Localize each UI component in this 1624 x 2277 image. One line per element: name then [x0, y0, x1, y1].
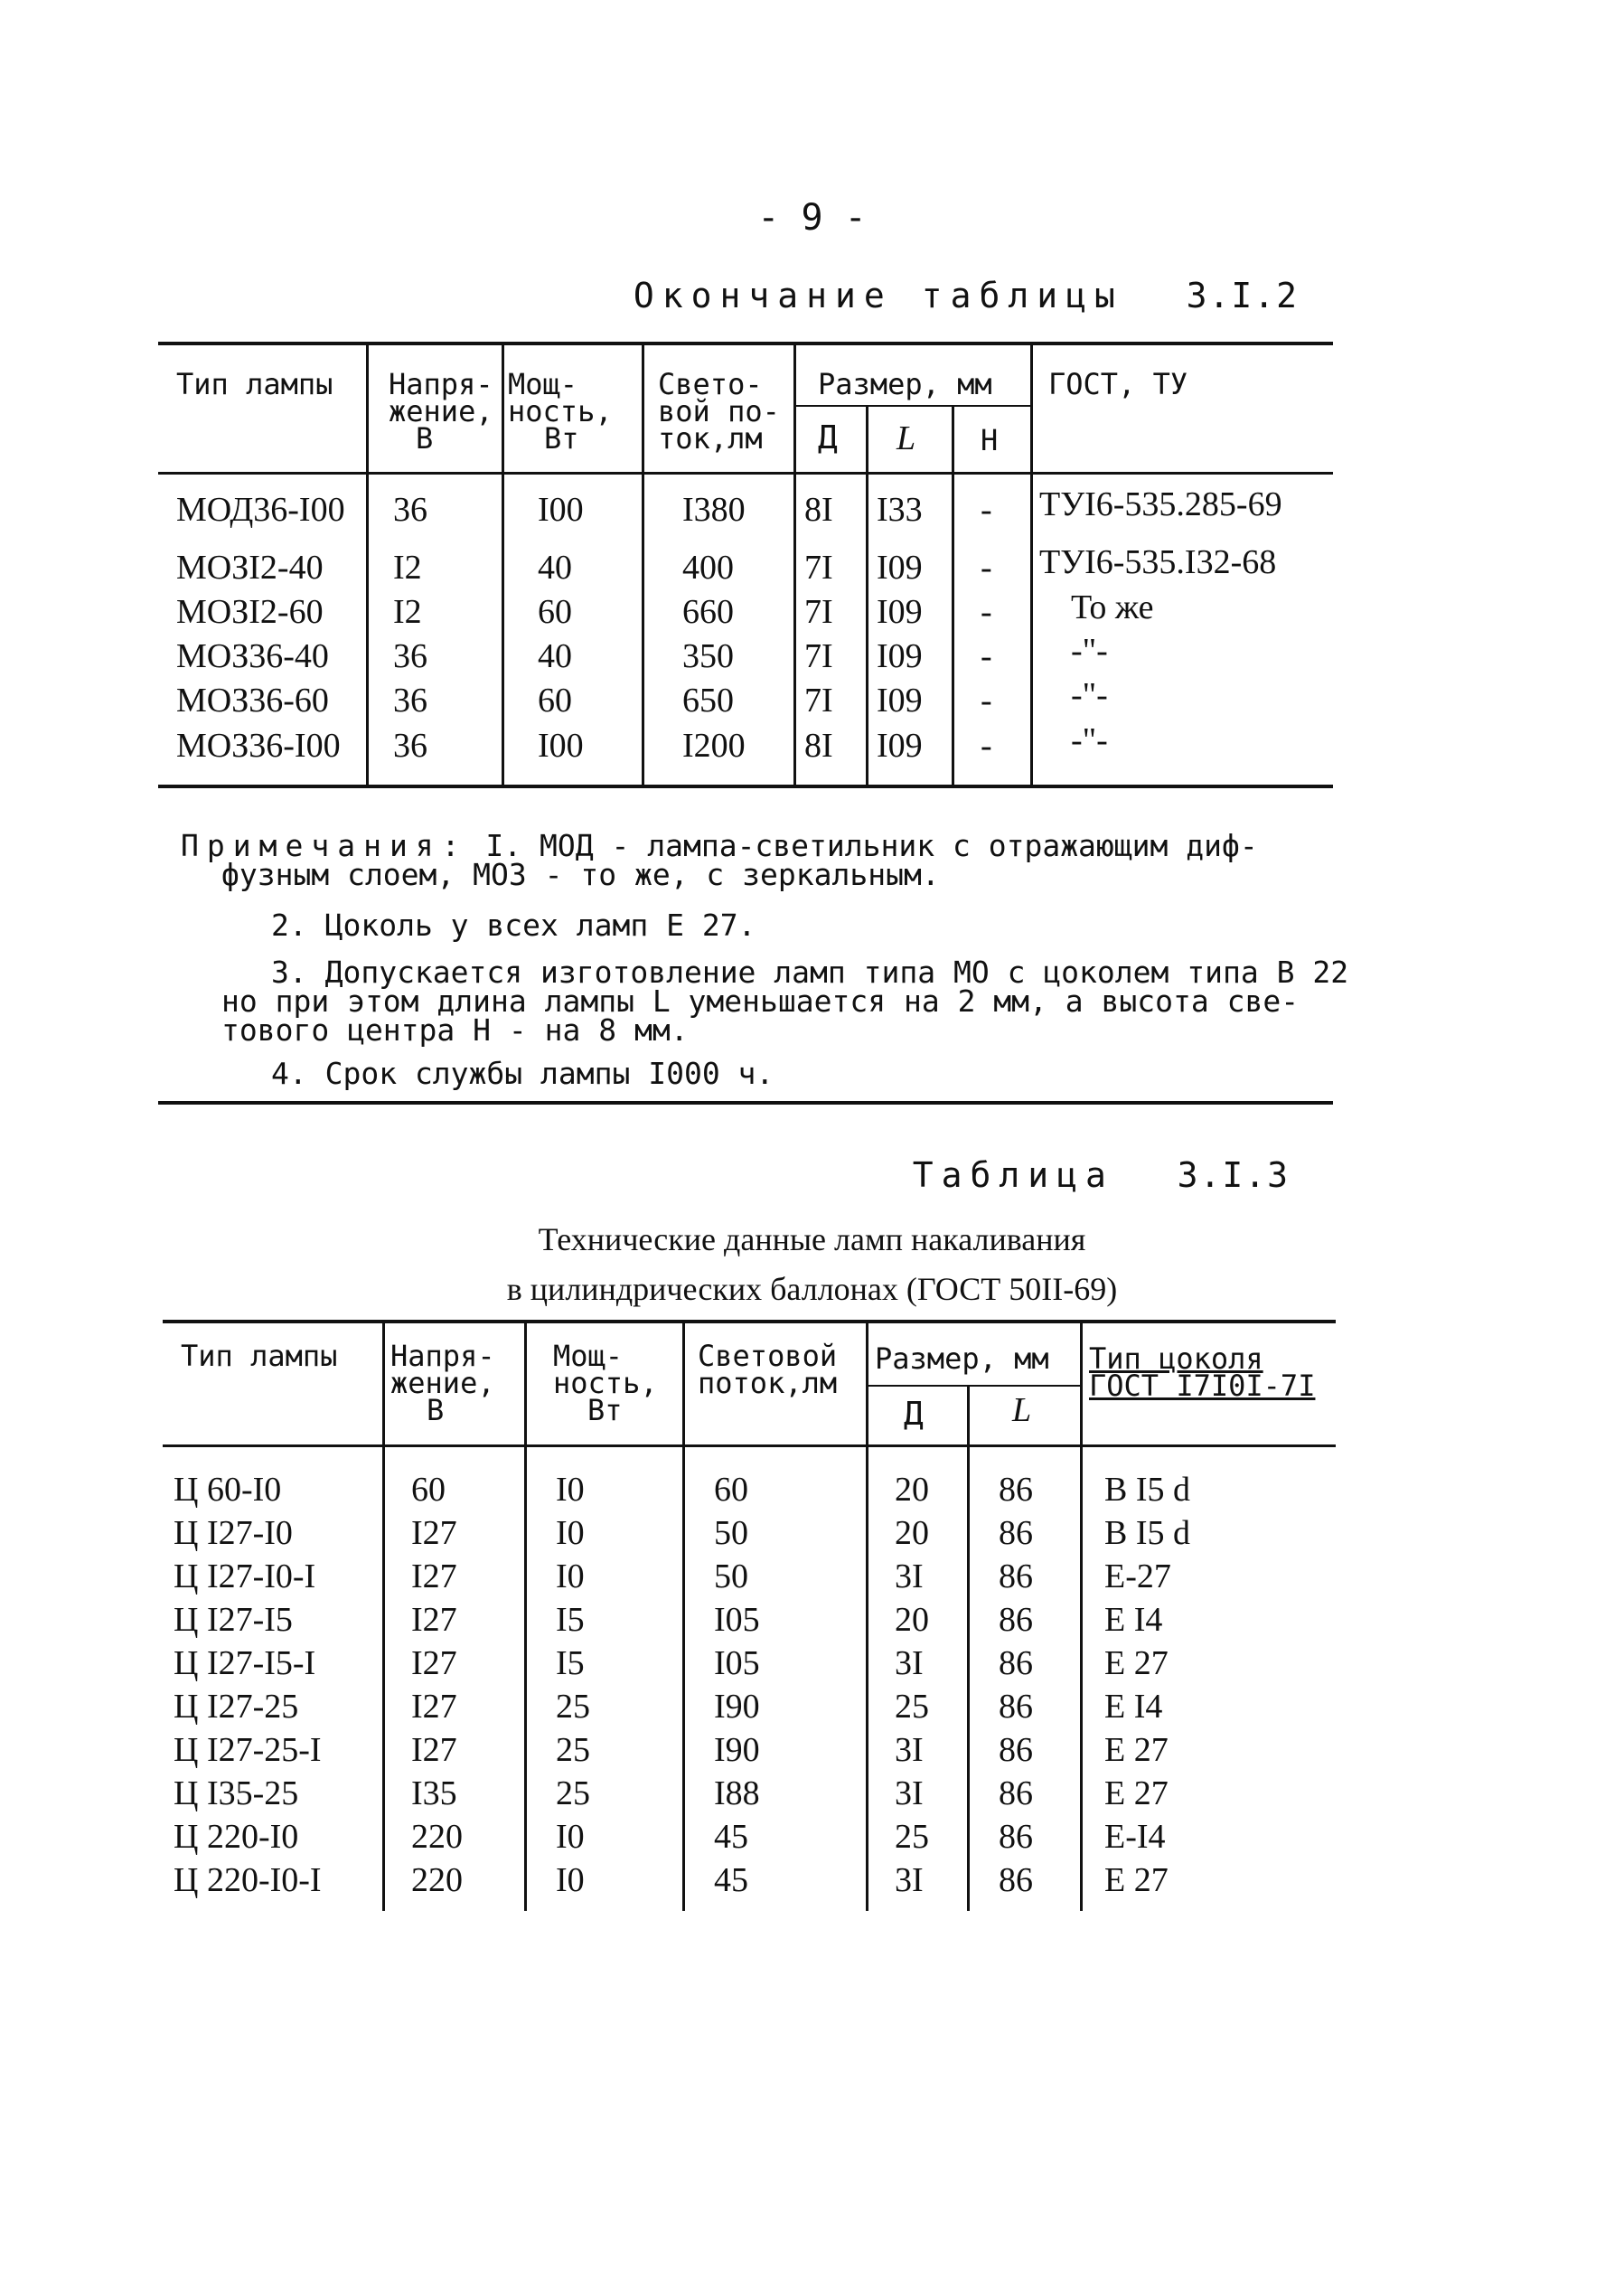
- cell-flux: I380: [682, 491, 746, 529]
- header-line: Мощ-: [553, 1339, 624, 1373]
- table1-caption-words: Окончание таблицы: [633, 276, 1123, 315]
- header-line: Тип цоколя: [1089, 1341, 1263, 1376]
- cell-flux: I88: [714, 1774, 760, 1812]
- cell-h: -: [981, 491, 992, 529]
- cell-l: I33: [877, 491, 923, 529]
- cell-d: 25: [895, 1818, 929, 1856]
- cell-d: 7I: [804, 682, 833, 720]
- cell-power: 25: [556, 1731, 590, 1769]
- table1-col-rule: [1030, 343, 1033, 786]
- cell-type: Ц I27-I5: [174, 1601, 293, 1639]
- cell-flux: 400: [682, 549, 734, 587]
- table2-header-type: Тип лампы: [181, 1339, 338, 1373]
- cell-gost: ТУI6-535.285-69: [1039, 485, 1282, 523]
- cell-voltage: 220: [411, 1861, 463, 1899]
- table1-col-rule: [366, 343, 369, 786]
- cell-h: -: [981, 637, 992, 675]
- cell-base: В I5 d: [1104, 1514, 1190, 1552]
- table1-caption-number: 3.I.2: [1186, 276, 1299, 315]
- cell-flux: I05: [714, 1601, 760, 1639]
- cell-d: 25: [895, 1688, 929, 1726]
- cell-d: 7I: [804, 593, 833, 631]
- table2-title-line1: Технические данные ламп накаливания: [538, 1221, 1086, 1257]
- cell-voltage: I27: [411, 1644, 457, 1682]
- table1-header-rule: [158, 472, 1333, 475]
- table2-header-size: Размер, мм: [875, 1341, 1049, 1376]
- cell-flux: 660: [682, 593, 734, 631]
- table1-header-type: Тип лампы: [176, 367, 333, 401]
- table2-caption-words: Таблица: [912, 1155, 1114, 1195]
- cell-type: Ц I35-25: [174, 1774, 299, 1812]
- cell-d: 3I: [895, 1644, 924, 1682]
- cell-d: 20: [895, 1471, 929, 1509]
- table2-title-line2: в цилиндрических баллонах (ГОСТ 50II-69): [506, 1271, 1118, 1307]
- cell-l: I09: [877, 549, 923, 587]
- cell-type: Ц I27-I0: [174, 1514, 293, 1552]
- note-2: 2. Цоколь у всех ламп Е 27.: [271, 908, 756, 943]
- table1-header-flux: [658, 367, 780, 456]
- cell-type: МОЗ36-40: [176, 637, 329, 675]
- cell-h: -: [981, 682, 992, 720]
- table1-header-size: Размер, мм: [818, 367, 992, 401]
- cell-d: 7I: [804, 549, 833, 587]
- cell-voltage: 36: [393, 727, 427, 765]
- header-line: ность,: [508, 394, 613, 428]
- header-line: Световой: [698, 1339, 838, 1373]
- cell-power: I00: [538, 491, 584, 529]
- cell-d: 7I: [804, 637, 833, 675]
- note-1b: фузным слоем, МОЗ - то же, с зеркальным.: [221, 857, 940, 892]
- cell-d: 20: [895, 1514, 929, 1552]
- cell-power: 25: [556, 1688, 590, 1726]
- table1-header-power: [508, 367, 613, 456]
- cell-flux: 350: [682, 637, 734, 675]
- cell-flux: I90: [714, 1731, 760, 1769]
- cell-flux: I200: [682, 727, 746, 765]
- cell-d: 20: [895, 1601, 929, 1639]
- cell-power: 40: [538, 637, 572, 675]
- header-line: Мощ-: [508, 367, 578, 401]
- cell-l: 86: [999, 1731, 1033, 1769]
- cell-type: МОЗ36-60: [176, 682, 329, 720]
- cell-power: I0: [556, 1514, 585, 1552]
- cell-base: Е 27: [1104, 1731, 1169, 1769]
- header-line: ГОСТ I7I0I-7I: [1089, 1369, 1316, 1403]
- header-line: поток,лм: [698, 1366, 838, 1400]
- header-line: вой по-: [658, 394, 780, 428]
- cell-voltage: I27: [411, 1688, 457, 1726]
- table2-header-size-l: L: [1012, 1391, 1032, 1429]
- table1-col-rule: [793, 343, 796, 786]
- cell-power: 60: [538, 593, 572, 631]
- cell-voltage: I27: [411, 1514, 457, 1552]
- cell-l: I09: [877, 637, 923, 675]
- note-1a-text: I. МОД - лампа-светильник с отражающим диф-: [485, 828, 1258, 863]
- cell-power: I0: [556, 1471, 585, 1509]
- cell-power: I0: [556, 1818, 585, 1856]
- cell-gost: -"-: [1071, 632, 1108, 670]
- cell-flux: 650: [682, 682, 734, 720]
- note-4: 4. Срок службы лампы I000 ч.: [271, 1056, 774, 1091]
- cell-type: Ц 220-I0: [174, 1818, 299, 1856]
- cell-power: I0: [556, 1557, 585, 1595]
- table2-header-power: [553, 1339, 658, 1427]
- table1-header-gost: ГОСТ, ТУ: [1048, 367, 1188, 401]
- table2-top-rule: [163, 1320, 1336, 1323]
- table2-header-voltage: [390, 1339, 495, 1427]
- cell-power: 60: [538, 682, 572, 720]
- cell-d: 8I: [804, 727, 833, 765]
- cell-gost: То же: [1071, 588, 1154, 626]
- cell-l: I09: [877, 593, 923, 631]
- table2-header-rule: [163, 1444, 1336, 1447]
- cell-l: 86: [999, 1557, 1033, 1595]
- table1-header-size-l: L: [896, 419, 916, 457]
- header-line: ток,лм: [658, 421, 763, 456]
- table2-caption: [913, 1155, 1290, 1195]
- header-line: Свето-: [658, 367, 763, 401]
- table1-col-rule: [866, 407, 868, 786]
- cell-voltage: 60: [411, 1471, 446, 1509]
- cell-flux: 50: [714, 1514, 748, 1552]
- cell-voltage: I27: [411, 1731, 457, 1769]
- cell-flux: I90: [714, 1688, 760, 1726]
- cell-base: Е 27: [1104, 1774, 1169, 1812]
- table2-size-rule: [866, 1385, 1083, 1387]
- table2-header-base: [1089, 1341, 1316, 1403]
- cell-base: Е-27: [1104, 1557, 1171, 1595]
- cell-voltage: I27: [411, 1601, 457, 1639]
- cell-base: Е I4: [1104, 1688, 1163, 1726]
- table1-caption: [634, 276, 1299, 315]
- header-line: Вт: [544, 421, 579, 456]
- cell-flux: 50: [714, 1557, 748, 1595]
- cell-l: 86: [999, 1601, 1033, 1639]
- cell-type: МОД36-I00: [176, 491, 345, 529]
- cell-type: МОЗI2-40: [176, 549, 324, 587]
- cell-d: 3I: [895, 1731, 924, 1769]
- cell-voltage: 36: [393, 637, 427, 675]
- note-3a: 3. Допускается изготовление ламп типа МО с цоколем типа В 22: [271, 955, 1349, 990]
- cell-flux: 45: [714, 1861, 748, 1899]
- header-line: жение,: [389, 394, 493, 428]
- cell-l: 86: [999, 1514, 1033, 1552]
- cell-voltage: 36: [393, 682, 427, 720]
- cell-l: 86: [999, 1774, 1033, 1812]
- header-line: В: [416, 421, 434, 456]
- table2-col-rule: [1080, 1322, 1083, 1911]
- cell-type: Ц I27-I5-I: [174, 1644, 316, 1682]
- cell-voltage: I2: [393, 593, 422, 631]
- cell-voltage: 36: [393, 491, 427, 529]
- table2-header-flux: [698, 1339, 838, 1400]
- cell-type: Ц I27-25-I: [174, 1731, 322, 1769]
- cell-type: МОЗI2-60: [176, 593, 324, 631]
- header-line: В: [427, 1393, 445, 1427]
- table1-top-rule: [158, 342, 1333, 345]
- cell-d: 3I: [895, 1861, 924, 1899]
- table1-col-rule: [952, 407, 954, 786]
- cell-power: I00: [538, 727, 584, 765]
- cell-gost: -"-: [1071, 676, 1108, 714]
- table1-bottom-rule: [158, 785, 1333, 788]
- table2-caption-number: 3.I.3: [1177, 1155, 1290, 1195]
- cell-voltage: I35: [411, 1774, 457, 1812]
- cell-power: I5: [556, 1644, 585, 1682]
- table1-header-voltage: [389, 367, 493, 456]
- table2-col-rule: [967, 1387, 970, 1911]
- cell-l: 86: [999, 1861, 1033, 1899]
- cell-voltage: I27: [411, 1557, 457, 1595]
- notes-bottom-rule: [158, 1101, 1333, 1105]
- cell-flux: 45: [714, 1818, 748, 1856]
- table2-col-rule: [682, 1322, 685, 1911]
- cell-voltage: I2: [393, 549, 422, 587]
- cell-type: Ц 60-I0: [174, 1471, 282, 1509]
- cell-l: I09: [877, 682, 923, 720]
- cell-power: 40: [538, 549, 572, 587]
- header-line: Вт: [587, 1393, 623, 1427]
- table1-size-rule: [793, 405, 1033, 407]
- cell-type: Ц 220-I0-I: [174, 1861, 322, 1899]
- table1-col-rule: [502, 343, 504, 786]
- cell-h: -: [981, 549, 992, 587]
- cell-l: 86: [999, 1471, 1033, 1509]
- note-3c: тового центра Н - на 8 мм.: [221, 1012, 689, 1048]
- cell-voltage: 220: [411, 1818, 463, 1856]
- table2-col-rule: [524, 1322, 527, 1911]
- table1-col-rule: [642, 343, 644, 786]
- table1-header-size-h: Н: [981, 423, 999, 457]
- header-line: Напря-: [390, 1339, 495, 1373]
- cell-d: 3I: [895, 1774, 924, 1812]
- cell-h: -: [981, 593, 992, 631]
- cell-base: Е 27: [1104, 1644, 1169, 1682]
- notes-label: Примечания:: [181, 828, 468, 863]
- table2-col-rule: [382, 1322, 385, 1911]
- cell-power: 25: [556, 1774, 590, 1812]
- cell-l: 86: [999, 1644, 1033, 1682]
- header-line: Напря-: [389, 367, 493, 401]
- table1-header-size-d: Д: [818, 419, 838, 456]
- cell-d: 8I: [804, 491, 833, 529]
- header-line: жение,: [390, 1366, 495, 1400]
- header-line: ность,: [553, 1366, 658, 1400]
- cell-l: 86: [999, 1688, 1033, 1726]
- cell-base: Е 27: [1104, 1861, 1169, 1899]
- cell-l: 86: [999, 1818, 1033, 1856]
- cell-d: 3I: [895, 1557, 924, 1595]
- cell-base: В I5 d: [1104, 1471, 1190, 1509]
- table2-header-size-d: Д: [904, 1396, 924, 1433]
- cell-flux: I05: [714, 1644, 760, 1682]
- cell-h: -: [981, 727, 992, 765]
- cell-base: Е-I4: [1104, 1818, 1166, 1856]
- cell-power: I0: [556, 1861, 585, 1899]
- table2-col-rule: [866, 1322, 868, 1911]
- cell-type: МОЗ36-I00: [176, 727, 341, 765]
- cell-gost: -"-: [1071, 721, 1108, 759]
- cell-power: I5: [556, 1601, 585, 1639]
- cell-l: I09: [877, 727, 923, 765]
- cell-gost: ТУI6-535.I32-68: [1039, 543, 1277, 581]
- cell-type: Ц I27-25: [174, 1688, 299, 1726]
- cell-base: Е I4: [1104, 1601, 1163, 1639]
- cell-type: Ц I27-I0-I: [174, 1557, 316, 1595]
- page-number: - 9 -: [757, 197, 867, 239]
- cell-flux: 60: [714, 1471, 748, 1509]
- note-3b: но при этом длина лампы L уменьшается на 2 мм, а высота све-: [221, 983, 1300, 1019]
